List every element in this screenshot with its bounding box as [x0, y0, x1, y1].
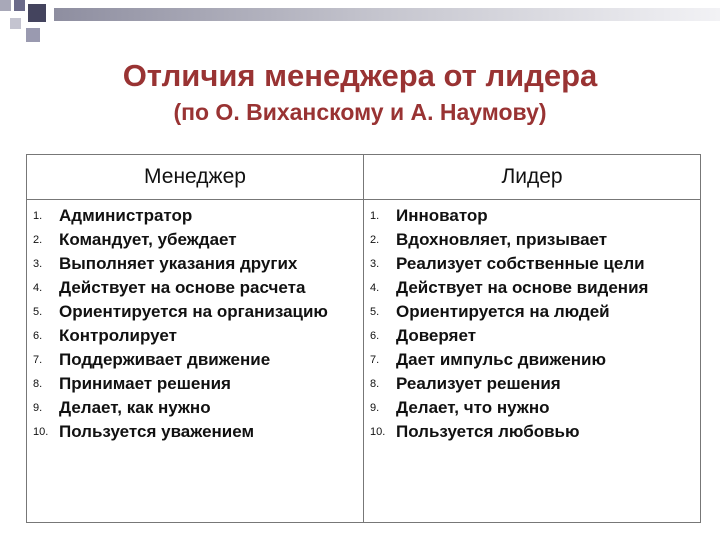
- list-item: [370, 348, 692, 372]
- decor-square: [28, 4, 46, 22]
- item-number: 10.: [370, 426, 386, 438]
- decor-square: [14, 0, 25, 11]
- decor-square: [26, 28, 40, 42]
- list-item: [370, 324, 692, 348]
- item-number: 6.: [33, 330, 43, 342]
- item-text: Поддерживает движение: [59, 350, 271, 369]
- item-number: 6.: [370, 330, 380, 342]
- item-number: 10.: [33, 426, 49, 438]
- page-subtitle: (по О. Виханскому и А. Наумову): [173, 99, 547, 125]
- manager-cell: [27, 200, 364, 523]
- list-item: [370, 372, 692, 396]
- list-item: [370, 228, 692, 252]
- item-text: Принимает решения: [59, 374, 231, 393]
- item-text: Действует на основе видения: [396, 278, 649, 297]
- list-item: [33, 252, 355, 276]
- comparison-table: [26, 154, 701, 523]
- decor-square: [0, 0, 11, 11]
- column-header-manager: Менеджер: [27, 155, 364, 200]
- list-item: [33, 348, 355, 372]
- item-text: Дает импульс движению: [396, 350, 607, 369]
- list-item: [33, 276, 355, 300]
- leader-cell: [364, 200, 701, 523]
- decor-gradient-bar: [54, 8, 720, 21]
- header-decoration: [0, 0, 720, 45]
- decor-square: [10, 18, 21, 29]
- list-item: [370, 204, 692, 228]
- list-item: [33, 324, 355, 348]
- item-text: Ориентируется на организацию: [59, 302, 328, 321]
- list-item: [370, 276, 692, 300]
- item-number: 5.: [33, 306, 43, 318]
- item-text: Доверяет: [396, 326, 477, 345]
- item-text: Реализует собственные цели: [396, 254, 645, 273]
- list-item: [33, 372, 355, 396]
- page-title: Отличия менеджера от лидера: [122, 58, 598, 93]
- item-number: 2.: [370, 234, 380, 246]
- item-text: Пользуется уважением: [59, 422, 255, 441]
- list-item: [370, 252, 692, 276]
- list-item: [33, 300, 355, 324]
- item-text: Пользуется любовью: [396, 422, 580, 441]
- item-number: 3.: [370, 258, 380, 270]
- item-text: Реализует решения: [396, 374, 561, 393]
- item-number: 4.: [33, 282, 43, 294]
- list-item: [33, 228, 355, 252]
- list-item: [33, 396, 355, 420]
- item-number: 4.: [370, 282, 380, 294]
- item-number: 7.: [33, 354, 43, 366]
- item-text: Делает, как нужно: [59, 398, 211, 417]
- table-header-row: [27, 155, 701, 200]
- item-text: Инноватор: [396, 206, 488, 225]
- manager-list: [33, 204, 355, 444]
- item-text: Контролирует: [59, 326, 177, 345]
- item-number: 8.: [370, 378, 380, 390]
- list-item: [370, 420, 692, 444]
- list-item: [33, 420, 355, 444]
- item-text: Выполняет указания других: [59, 254, 298, 273]
- item-number: 8.: [33, 378, 43, 390]
- item-number: 2.: [33, 234, 43, 246]
- item-number: 9.: [370, 402, 380, 414]
- item-number: 1.: [33, 210, 43, 222]
- item-number: 7.: [370, 354, 380, 366]
- item-text: Вдохновляет, призывает: [396, 230, 608, 249]
- item-number: 3.: [33, 258, 43, 270]
- item-text: Командует, убеждает: [59, 230, 237, 249]
- item-number: 1.: [370, 210, 380, 222]
- item-text: Ориентируется на людей: [396, 302, 610, 321]
- item-number: 9.: [33, 402, 43, 414]
- item-text: Действует на основе расчета: [59, 278, 306, 297]
- item-text: Делает, что нужно: [396, 398, 550, 417]
- table-row: [27, 200, 701, 523]
- list-item: [370, 300, 692, 324]
- item-number: 5.: [370, 306, 380, 318]
- list-item: [370, 396, 692, 420]
- list-item: [33, 204, 355, 228]
- leader-list: [370, 204, 692, 444]
- item-text: Администратор: [59, 206, 193, 225]
- column-header-leader: Лидер: [364, 155, 701, 200]
